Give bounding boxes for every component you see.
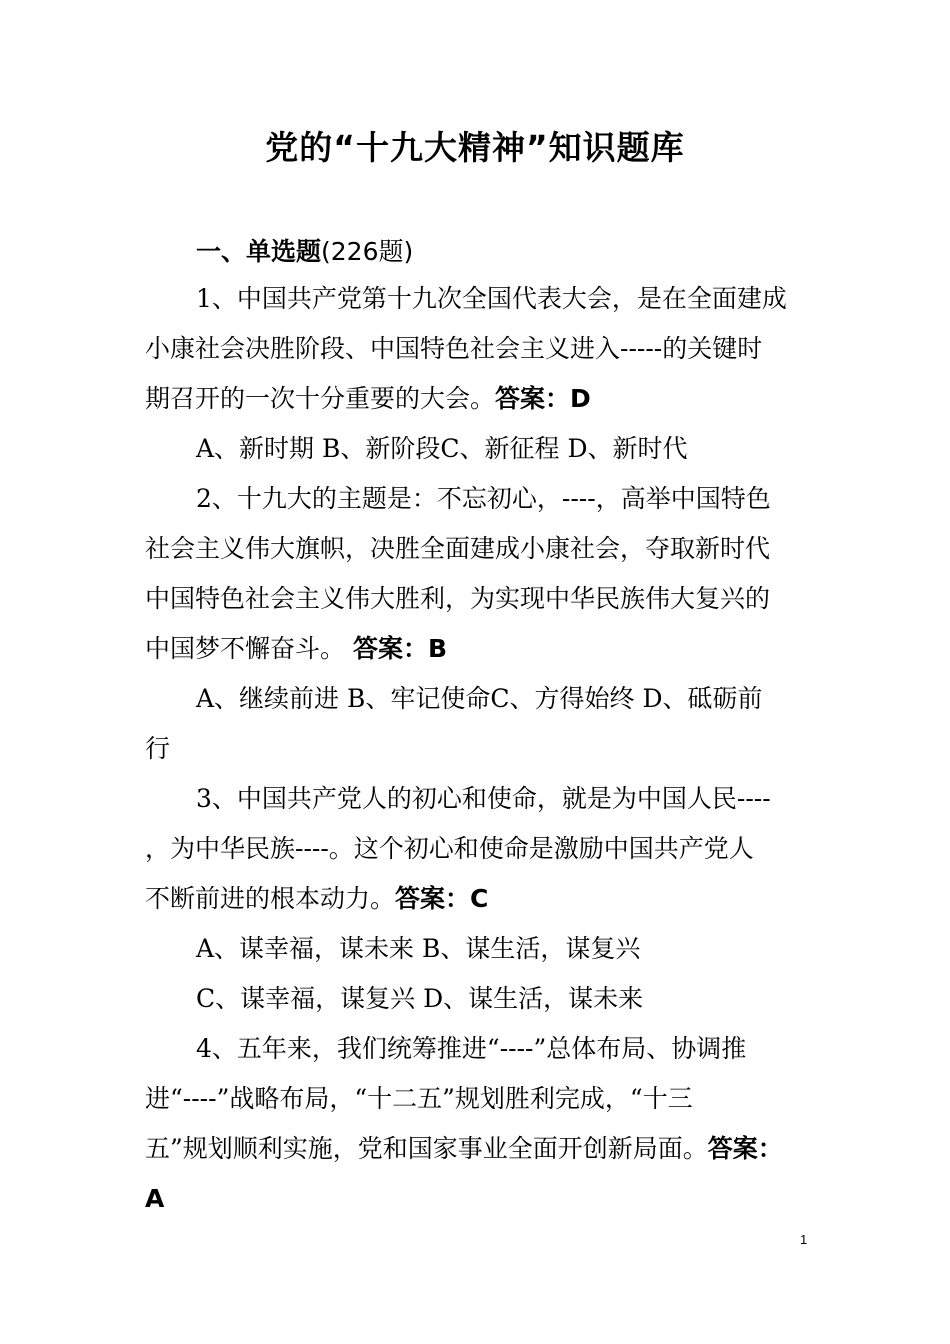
line-text: C、谋幸福，谋复兴 D、谋生活，谋未来 [196,984,644,1013]
line-text: 五”规划顺利实施，党和国家事业全面开创新局面。 [145,1134,708,1163]
text-line [145,632,447,666]
text-line [145,1132,783,1166]
text-line [145,832,754,866]
text-line [145,332,762,366]
answer-label: A [145,1184,165,1213]
text-line [145,1182,164,1216]
line-text: 不断前进的根本动力。 [145,884,396,913]
text-line [145,882,488,916]
line-text: ，为中华民族----。这个初心和使命是激励中国共产党人 [145,834,754,863]
section-heading [196,232,413,268]
answer-label: 答案：D [495,384,591,413]
text-line [145,532,770,566]
section-count: (226题) [321,237,414,266]
text-line [196,432,688,466]
line-text: A、新时期 B、新阶段C、新征程 D、新时代 [196,434,688,463]
text-line [196,982,643,1016]
answer-label: 答案：C [395,884,489,913]
answer-label: 答案：B [352,634,448,663]
text-line [145,1082,693,1116]
line-text: A、谋幸福，谋未来 B、谋生活，谋复兴 [196,934,641,963]
answer-label: 答案： [707,1134,783,1163]
line-text: 期召开的一次十分重要的大会。 [145,384,496,413]
line-text: 中国特色社会主义伟大胜利，为实现中华民族伟大复兴的 [145,584,771,613]
page-number: 1 [800,1232,808,1247]
line-text: A、继续前进 B、牢记使命C、方得始终 D、砥砺前 [196,684,763,713]
line-text: 小康社会决胜阶段、中国特色社会主义进入-----的关键时 [145,334,763,363]
line-text: 行 [145,734,171,763]
line-text: 4、五年来，我们统筹推进“----”总体布局、协调推 [196,1034,747,1063]
text-line [145,582,770,616]
line-text: 进“----”战略布局，“十二五”规划胜利完成，“十三 [145,1084,693,1113]
text-line [196,482,771,516]
line-text: 3、中国共产党人的初心和使命，就是为中国人民---- [196,784,771,813]
text-line [145,382,591,416]
text-line [196,782,771,816]
page-title: 党的“十九大精神”知识题库 [265,128,685,167]
text-line [145,732,170,766]
text-line [196,932,640,966]
line-text: 社会主义伟大旗帜，决胜全面建成小康社会，夺取新时代 [145,534,771,563]
text-line [196,1032,746,1066]
line-text: 1、中国共产党第十九次全国代表大会，是在全面建成 [196,284,787,313]
text-line [196,682,763,716]
text-line [196,282,787,316]
section-label: 一、单选题 [196,237,322,266]
line-text: 中国梦不懈奋斗。 [145,634,353,663]
line-text: 2、十九大的主题是：不忘初心，----，高举中国特色 [196,484,771,513]
